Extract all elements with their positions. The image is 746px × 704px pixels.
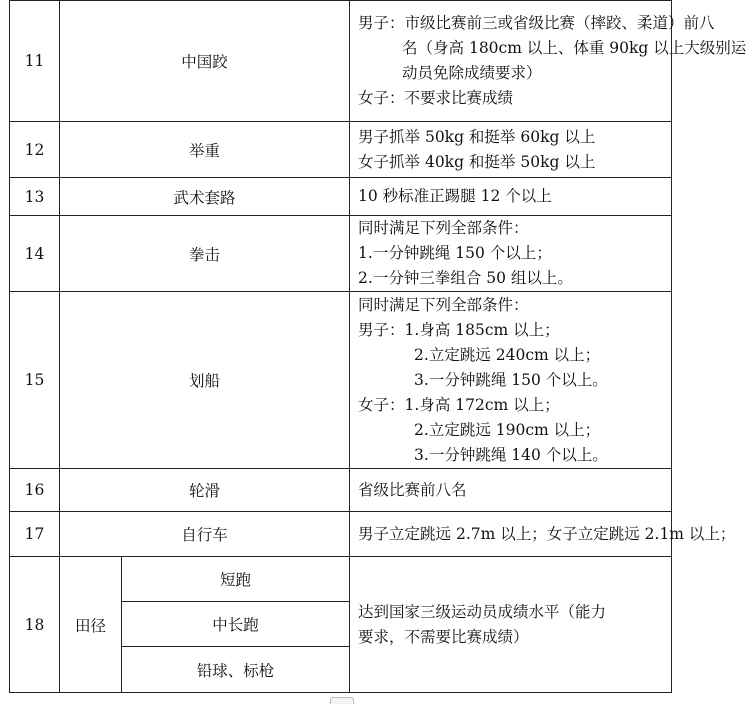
- sport-name: 举重: [60, 122, 350, 178]
- row-number: 11: [10, 1, 60, 122]
- table-row: [10, 122, 672, 178]
- table-row: [10, 469, 672, 512]
- requirement-cell: [350, 512, 736, 557]
- sport-name: 中国跤: [60, 1, 350, 122]
- requirement-line: 要求，不需要比赛成绩）: [358, 627, 529, 646]
- requirement-line: 男子：市级比赛前三或省级比赛（摔跤、柔道）前八: [358, 14, 715, 32]
- row-number: 12: [10, 122, 60, 178]
- requirement-line: 2.立定跳远 240cm 以上；: [414, 345, 601, 364]
- row-number: 16: [10, 469, 60, 512]
- sport-name: 划船: [60, 292, 350, 469]
- requirement-cell: [350, 178, 672, 216]
- requirement-line: 女子抓举 40kg 和挺举 50kg 以上: [358, 152, 596, 171]
- requirement-line: 3.一分钟跳绳 150 个以上。: [414, 370, 608, 389]
- requirement-cell: [350, 216, 672, 292]
- table-row: [10, 292, 672, 469]
- requirement-cell: [350, 122, 672, 178]
- sub-event: 铅球、标枪: [122, 647, 350, 693]
- sport-name: 自行车: [60, 512, 350, 557]
- sport-name: 轮滑: [60, 469, 350, 512]
- table-row: [10, 216, 672, 292]
- row-number: 17: [10, 512, 60, 557]
- requirement-line: 达到国家三级运动员成绩水平（能力: [358, 602, 607, 621]
- table-row: [10, 557, 672, 602]
- requirement-line: 省级比赛前八名: [358, 480, 467, 499]
- row-number: 15: [10, 292, 60, 469]
- requirement-line: 3.一分钟跳绳 140 个以上。: [414, 445, 608, 464]
- requirement-cell: [350, 1, 746, 122]
- requirement-line: 1.一分钟跳绳 150 个以上；: [358, 244, 552, 262]
- sport-name: 武术套路: [60, 178, 350, 216]
- requirement-line: 男子抓举 50kg 和挺举 60kg 以上: [358, 127, 596, 146]
- requirement-cell: [350, 469, 672, 512]
- requirement-line: 女子：不要求比赛成绩: [358, 89, 514, 107]
- row-number: 14: [10, 216, 60, 292]
- requirement-line: 女子：1.身高 172cm 以上；: [358, 395, 560, 414]
- requirement-line: 男子立定跳远 2.7m 以上；女子立定跳远 2.1m 以上；: [358, 524, 736, 543]
- row-number: 13: [10, 178, 60, 216]
- requirement-line: 动员免除成绩要求）: [402, 64, 542, 82]
- sport-name: 拳击: [60, 216, 350, 292]
- row-number: 18: [10, 557, 60, 693]
- sport-name: 田径: [60, 557, 122, 693]
- requirement-line: 男子：1.身高 185cm 以上；: [358, 320, 560, 339]
- requirement-line: 名（身高 180cm 以上、体重 90kg 以上大级别运: [402, 39, 746, 57]
- table-row: [10, 512, 672, 557]
- sub-event: 中长跑: [122, 602, 350, 647]
- requirement-line: 同时满足下列全部条件：: [358, 219, 529, 237]
- requirement-cell: [350, 292, 672, 469]
- requirement-line: 2.一分钟三拳组合 50 组以上。: [358, 269, 573, 287]
- requirement-cell: [350, 557, 672, 693]
- requirement-line: 10 秒标准正踢腿 12 个以上: [358, 187, 552, 205]
- page-scroll-handle[interactable]: [330, 697, 354, 704]
- table-row: [10, 1, 672, 122]
- sub-event: 短跑: [122, 557, 350, 602]
- requirement-line: 2.立定跳远 190cm 以上；: [414, 420, 601, 439]
- sports-requirements-table: [9, 0, 746, 693]
- table-row: [10, 178, 672, 216]
- requirement-line: 同时满足下列全部条件：: [358, 295, 529, 314]
